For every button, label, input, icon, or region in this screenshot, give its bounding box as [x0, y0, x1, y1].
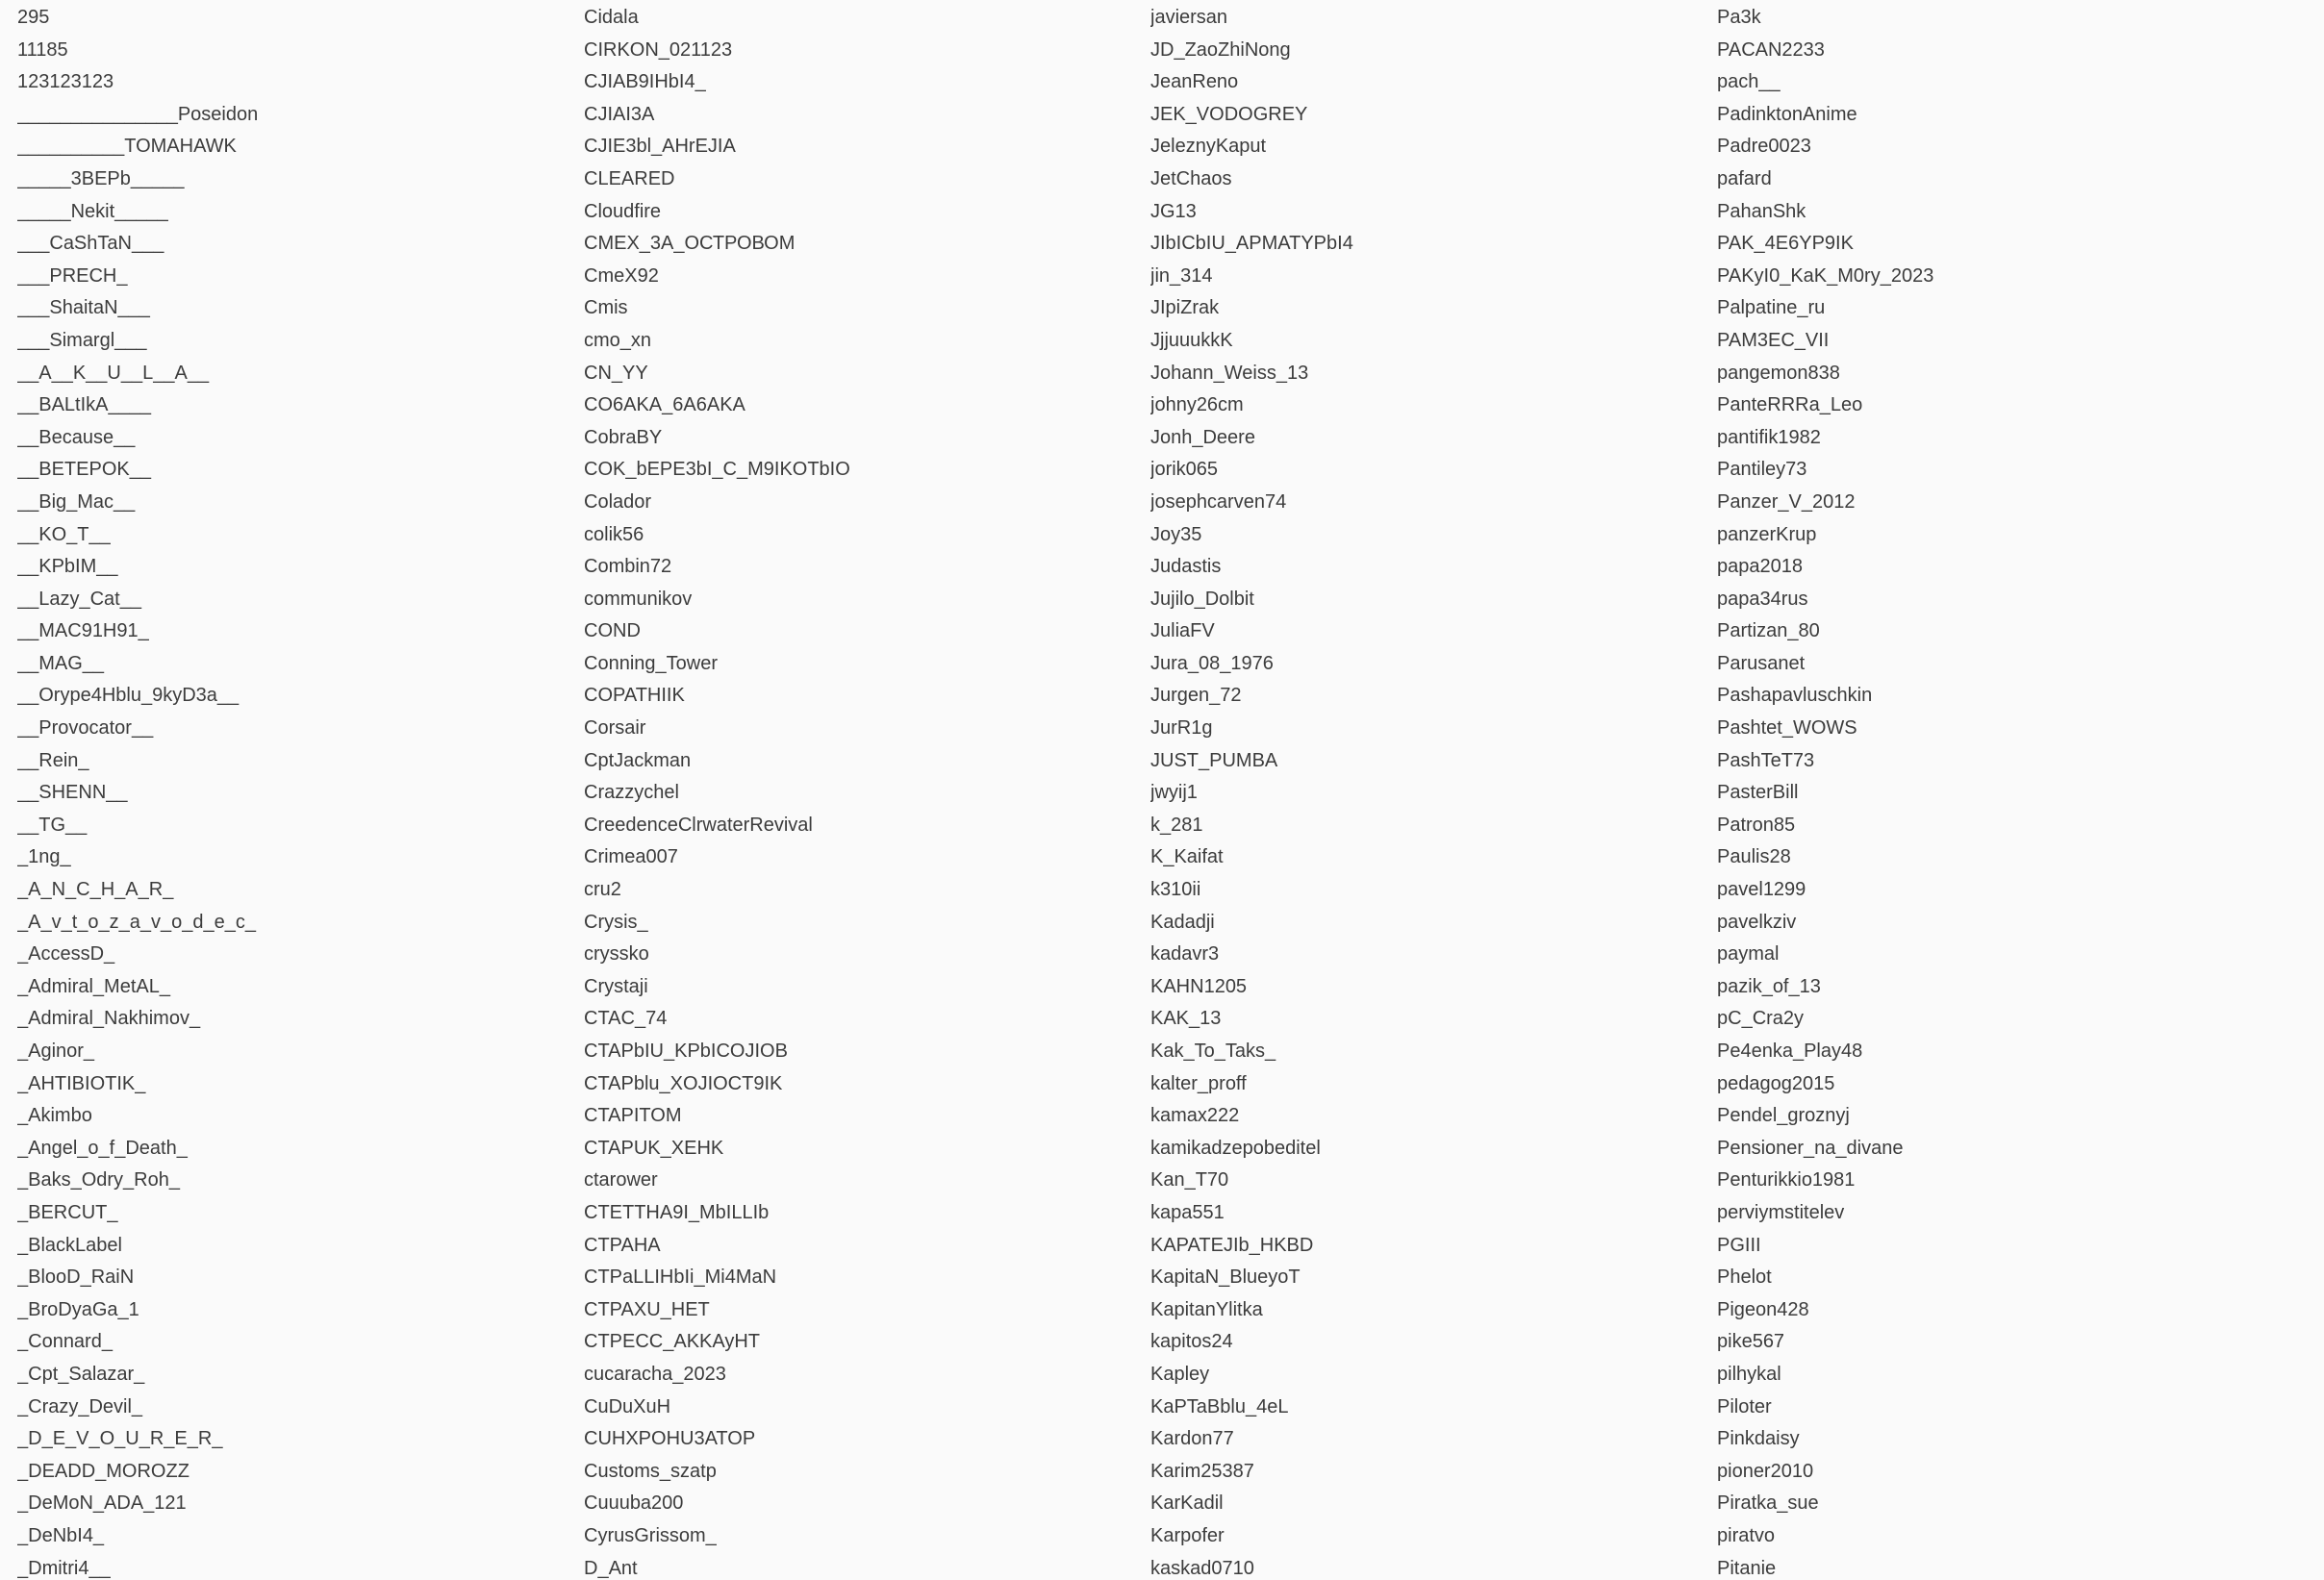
player-name: 11185: [17, 38, 68, 61]
player-name: _Cpt_Salazar_: [17, 1363, 145, 1385]
player-name: _1ng_: [17, 846, 71, 868]
player-name: kadavr3: [1150, 943, 1220, 966]
player-name: Pigeon428: [1717, 1298, 1809, 1320]
player-name: Kapley: [1150, 1363, 1210, 1385]
player-name: CN_YY: [584, 362, 648, 384]
player-name: _____3BEPb_____: [17, 167, 185, 189]
player-name: pafard: [1717, 167, 1772, 189]
player-name: __KPbIM__: [17, 556, 118, 578]
player-name: johny26cm: [1150, 394, 1244, 416]
player-name: CTAPbIU_KPbICOJIOB: [584, 1041, 788, 1062]
player-name: colik56: [584, 523, 644, 545]
player-name: CuDuXuH: [584, 1395, 671, 1417]
player-name: Colador: [584, 490, 652, 513]
player-name: k_281: [1150, 814, 1203, 836]
player-name: kapa551: [1150, 1201, 1225, 1223]
player-name: ___Simargl___: [17, 329, 147, 351]
player-name: KapitaN_BlueyoT: [1150, 1267, 1301, 1289]
player-name: K_Kaifat: [1150, 846, 1224, 868]
player-name: cucaracha_2023: [584, 1363, 726, 1385]
player-name: __A__K__U__L__A__: [17, 362, 210, 384]
player-name: PGIII: [1717, 1234, 1761, 1256]
player-name: CTAPUK_XEHK: [584, 1137, 724, 1159]
player-name: Pashtet_WOWS: [1717, 717, 1857, 740]
player-name: CmeX92: [584, 264, 659, 287]
player-name: ___PRECH_: [17, 264, 128, 287]
player-name: _Angel_o_f_Death_: [17, 1137, 188, 1159]
player-name: JD_ZaoZhiNong: [1150, 38, 1291, 61]
player-name: CyrusGrissom_: [584, 1524, 717, 1546]
player-name: Jonh_Deere: [1150, 426, 1255, 448]
player-name: __SHENN__: [17, 782, 128, 804]
player-name: _AccessD_: [17, 943, 115, 966]
player-name: JjjuuukkK: [1150, 329, 1233, 351]
player-name: __Big_Mac__: [17, 490, 136, 513]
player-name: __BALtIkA____: [17, 394, 151, 416]
player-name: papa2018: [1717, 556, 1803, 578]
player-name: _BlackLabel: [17, 1234, 122, 1256]
player-name: Partizan_80: [1717, 620, 1820, 642]
player-name: KaPTaBblu_4eL: [1150, 1395, 1289, 1417]
player-name: pangemon838: [1717, 362, 1840, 384]
player-name: Judastis: [1150, 556, 1222, 578]
player-name: CTAPITOM: [584, 1105, 682, 1127]
player-name: pavelkziv: [1717, 911, 1797, 933]
player-name: Crazzychel: [584, 782, 679, 804]
player-name: __BETEPOK__: [17, 459, 151, 481]
player-name: Pa3k: [1717, 7, 1761, 28]
player-name: _Dmitri4__: [17, 1557, 111, 1579]
player-name: _____Nekit_____: [17, 200, 168, 222]
player-name: CptJackman: [584, 749, 692, 771]
player-name: PashTeT73: [1717, 749, 1815, 771]
player-name: pavel1299: [1717, 879, 1806, 901]
player-name: panzerKrup: [1717, 523, 1817, 545]
player-name: Pendel_groznyj: [1717, 1105, 1850, 1127]
player-name: _______________Poseidon: [17, 103, 259, 125]
player-name: pazik_of_13: [1717, 975, 1821, 997]
player-name: COPATHIIK: [584, 685, 685, 707]
player-name: cryssko: [584, 943, 649, 966]
player-name: josephcarven74: [1150, 490, 1287, 513]
player-name: CTPECC_AKKAyHT: [584, 1331, 761, 1353]
player-name: PasterBill: [1717, 782, 1799, 804]
player-name: __TG__: [17, 814, 88, 836]
player-name: Pashapavluschkin: [1717, 685, 1873, 707]
player-name: cru2: [584, 879, 621, 901]
player-name: CJIE3bl_AHrEJIA: [584, 136, 736, 158]
player-name: KarKadil: [1150, 1492, 1224, 1515]
player-name: Jurgen_72: [1150, 685, 1242, 707]
player-name: KAPATEJIb_HKBD: [1150, 1234, 1314, 1256]
player-name: JIbICbIU_APMATYPbI4: [1150, 233, 1353, 255]
player-name: Paulis28: [1717, 846, 1791, 868]
player-name: communikov: [584, 588, 693, 610]
player-name: _D_E_V_O_U_R_E_R_: [17, 1428, 223, 1450]
player-name: Pantiley73: [1717, 459, 1807, 481]
player-name: PAM3EC_VII: [1717, 329, 1830, 351]
player-name: Palpatine_ru: [1717, 297, 1826, 319]
player-name: Conning_Tower: [584, 652, 718, 674]
player-name: CTAPblu_XOJIOCT9IK: [584, 1072, 783, 1094]
player-name: cmo_xn: [584, 329, 652, 351]
player-name: JetChaos: [1150, 167, 1232, 189]
player-name: PAKyI0_KaK_M0ry_2023: [1717, 264, 1934, 287]
player-name: Cidala: [584, 7, 639, 28]
player-name: Piratka_sue: [1717, 1492, 1819, 1515]
player-name: CTPaLLIHbIi_Mi4MaN: [584, 1267, 777, 1289]
player-name: __Orype4Hblu_9kyD3a__: [17, 685, 240, 707]
player-name: Karim25387: [1150, 1460, 1254, 1482]
player-name: KAK_13: [1150, 1008, 1222, 1030]
player-name: pedagog2015: [1717, 1072, 1835, 1094]
player-name: KapitanYlitka: [1150, 1298, 1263, 1320]
player-name: Pinkdaisy: [1717, 1428, 1800, 1450]
player-name: pike567: [1717, 1331, 1785, 1353]
player-name: k310ii: [1150, 879, 1201, 901]
player-name: kamikadzepobeditel: [1150, 1137, 1321, 1159]
names-column-4: [1700, 2, 2266, 1580]
player-name: JeanReno: [1150, 71, 1239, 93]
player-name: javiersan: [1150, 7, 1228, 28]
player-name: _Akimbo: [17, 1105, 92, 1127]
player-name: kamax222: [1150, 1105, 1240, 1127]
player-name: pC_Cra2y: [1717, 1008, 1805, 1030]
player-name: _DeNbI4_: [17, 1524, 105, 1546]
player-name: CTPAHA: [584, 1234, 661, 1256]
player-name: Kak_To_Taks_: [1150, 1041, 1276, 1062]
player-name: PadinktonAnime: [1717, 103, 1857, 125]
player-name: Cloudfire: [584, 200, 662, 222]
player-name: _Aginor_: [17, 1041, 95, 1062]
player-name: Jura_08_1976: [1150, 652, 1274, 674]
player-name: Piloter: [1717, 1395, 1772, 1417]
player-name: PahanShk: [1717, 200, 1806, 222]
player-name: __Rein_: [17, 749, 89, 771]
player-name: JurR1g: [1150, 717, 1213, 740]
player-name: kalter_proff: [1150, 1072, 1247, 1094]
player-name: Phelot: [1717, 1267, 1772, 1289]
player-name: Joy35: [1150, 523, 1202, 545]
player-name: CO6AKA_6A6AKA: [584, 394, 745, 416]
player-name: Johann_Weiss_13: [1150, 362, 1309, 384]
player-name: __Because__: [17, 426, 136, 448]
player-name: Crystaji: [584, 975, 648, 997]
player-name: _AHTIBIOTIK_: [17, 1072, 146, 1094]
player-name: CMEX_3A_ОСТРОВОМ: [584, 233, 796, 255]
player-name: ctarower: [584, 1169, 658, 1191]
player-name: PanteRRRa_Leo: [1717, 394, 1863, 416]
player-name: JG13: [1150, 200, 1197, 222]
player-name: PAK_4E6YP9IK: [1717, 233, 1854, 255]
player-name: __Provocator__: [17, 717, 154, 740]
player-name: _Baks_Odry_Roh_: [17, 1169, 180, 1191]
player-name: _DeMoN_ADA_121: [17, 1492, 187, 1515]
player-name: CTETTHA9I_MbILLIb: [584, 1201, 770, 1223]
player-name: paymal: [1717, 943, 1780, 966]
player-name: COK_bEPE3bI_C_M9IKOTbIO: [584, 459, 850, 481]
player-name: Jujilo_Dolbit: [1150, 588, 1254, 610]
player-name: _Crazy_Devil_: [17, 1395, 143, 1417]
player-name: JUST_PUMBA: [1150, 749, 1278, 771]
names-column-1: [0, 2, 567, 1580]
player-name: D_Ant: [584, 1557, 638, 1579]
player-name: CTPAXU_HET: [584, 1298, 710, 1320]
player-name: Kardon77: [1150, 1428, 1234, 1450]
player-name: pilhykal: [1717, 1363, 1781, 1385]
player-name: CIRKON_021123: [584, 38, 733, 61]
player-name: Corsair: [584, 717, 646, 740]
player-name: _BroDyaGa_1: [17, 1298, 139, 1320]
names-column-3: [1133, 2, 1700, 1580]
player-name: CTAC_74: [584, 1008, 668, 1030]
player-name: kapitos24: [1150, 1331, 1233, 1353]
player-name: Pe4enka_Play48: [1717, 1041, 1863, 1062]
player-name: Customs_szatp: [584, 1460, 717, 1482]
player-name: _DEADD_MOROZZ: [17, 1460, 189, 1482]
player-name: pioner2010: [1717, 1460, 1814, 1482]
player-name: __MAC91H91_: [17, 620, 149, 642]
player-name: _A_N_C_H_A_R_: [17, 879, 174, 901]
player-name: Cuuuba200: [584, 1492, 684, 1515]
player-name: JEK_VODOGREY: [1150, 103, 1308, 125]
player-name: Panzer_V_2012: [1717, 490, 1856, 513]
player-name: jin_314: [1150, 264, 1213, 287]
player-name: 123123123: [17, 71, 114, 93]
player-name: PACAN2233: [1717, 38, 1825, 61]
player-name: _Connard_: [17, 1331, 113, 1353]
player-name: Patron85: [1717, 814, 1796, 836]
player-name: jwyij1: [1150, 782, 1198, 804]
player-name: kaskad0710: [1150, 1557, 1254, 1579]
player-name: CreedenceClrwaterRevival: [584, 814, 813, 836]
player-name: pach__: [1717, 71, 1781, 93]
player-name: _Admiral_Nakhimov_: [17, 1008, 201, 1030]
player-name: papa34rus: [1717, 588, 1808, 610]
player-name: __MAG__: [17, 652, 105, 674]
player-name: JeleznyKaput: [1150, 136, 1267, 158]
player-name: Crimea007: [584, 846, 678, 868]
player-name: CJIAI3A: [584, 103, 655, 125]
player-name: _BERCUT_: [17, 1201, 118, 1223]
player-name: CLEARED: [584, 167, 675, 189]
player-name: _A_v_t_o_z_a_v_o_d_e_c_: [17, 911, 256, 933]
player-name: __Lazy_Cat__: [17, 588, 141, 610]
player-name: 295: [17, 7, 50, 28]
player-name: Padre0023: [1717, 136, 1811, 158]
player-name: _Admiral_MetAL_: [17, 975, 170, 997]
player-name: Parusanet: [1717, 652, 1806, 674]
player-name: Karpofer: [1150, 1524, 1225, 1546]
player-name: Kan_T70: [1150, 1169, 1229, 1191]
player-name: JIpiZrak: [1150, 297, 1220, 319]
player-name: piratvo: [1717, 1524, 1776, 1546]
player-name: __KO_T__: [17, 523, 111, 545]
player-name: CUHXPOHU3ATOP: [584, 1428, 756, 1450]
player-name: Kadadji: [1150, 911, 1215, 933]
player-name: ___CaShTaN___: [17, 233, 164, 255]
names-column-2: [567, 2, 1133, 1580]
player-name: ___ShaitaN___: [17, 297, 150, 319]
player-name: Pensioner_na_divane: [1717, 1137, 1904, 1159]
player-name: CJIAB9IHbI4_: [584, 71, 706, 93]
player-name: COND: [584, 620, 641, 642]
player-name: _BlooD_RaiN: [17, 1267, 135, 1289]
player-name: jorik065: [1150, 459, 1219, 481]
player-name: perviymstitelev: [1717, 1201, 1845, 1223]
player-name: pantifik1982: [1717, 426, 1821, 448]
player-name: __________TOMAHAWK: [17, 136, 237, 158]
player-name: KAHN1205: [1150, 975, 1248, 997]
player-name: Cmis: [584, 297, 628, 319]
player-name: Penturikkio1981: [1717, 1169, 1856, 1191]
player-name: Pitanie: [1717, 1557, 1777, 1579]
player-name: Combin72: [584, 556, 672, 578]
player-name: JuliaFV: [1150, 620, 1215, 642]
player-name: Crysis_: [584, 911, 648, 933]
player-name: CobraBY: [584, 426, 663, 448]
